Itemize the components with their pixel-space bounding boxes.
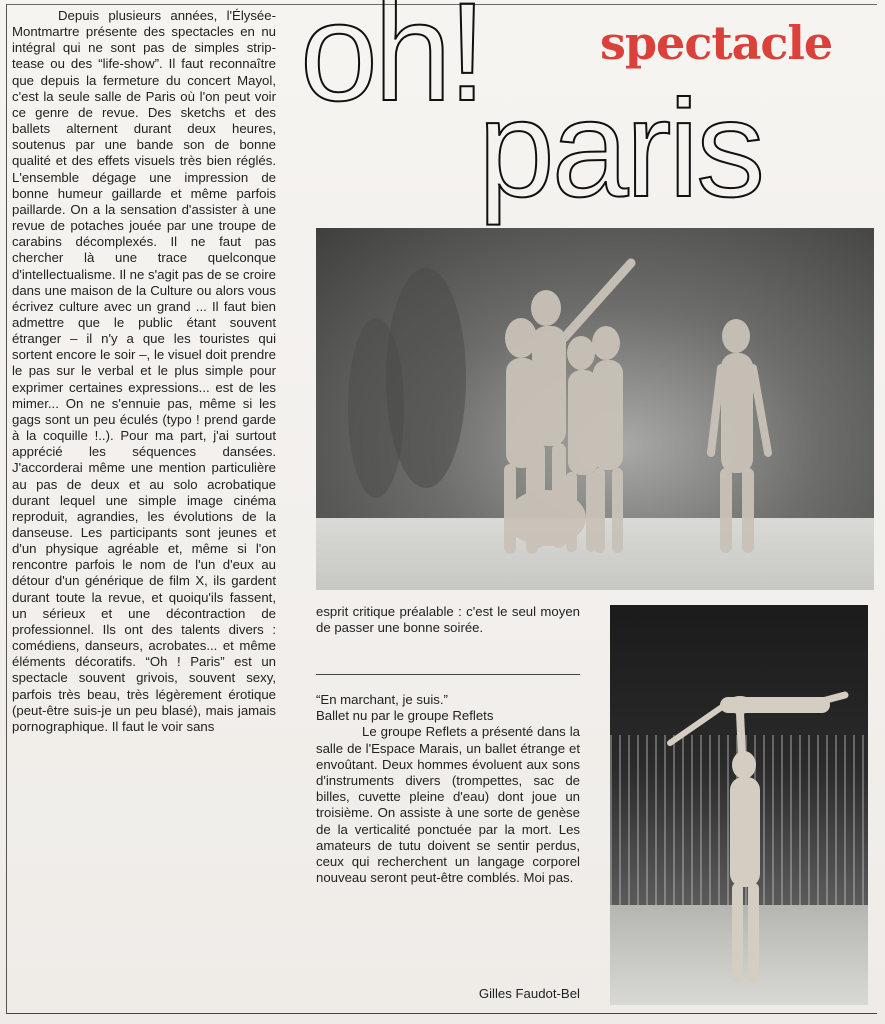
frame-left-rule [6, 4, 7, 1014]
author-byline: Gilles Faudot-Bel [478, 986, 580, 1001]
left-column [12, 8, 276, 735]
dancers-group-photo [316, 228, 874, 590]
ballet-body: Le groupe Reflets a présenté dans la salle de l'Espace Marais, un ballet étrange et envoûtant. Deux hommes évoluent aux sons d'instruments divers (trompettes, sac de billes, cuvette pleine d'eau) dont joue un troisième. On assiste à une sorte de genèse de la verticalité ponctuée par la mort. Les amateurs de tutu doivent se sentir perdus, ceux qui recherchent un langage corporel nouveau seront peut-être comblés. Moi pas. [316, 724, 580, 886]
acrobatic-duo-photo [610, 605, 868, 1005]
continuation-text: esprit critique préalable : c'est le seul moyen de passer une bonne soirée. [316, 604, 580, 636]
dancers-figures-graphic [316, 228, 874, 590]
left-column-text: Depuis plusieurs années, l'Élysée-Montmartre présente des spectacles en nu intégral qui ne sont pas de simples strip-tease ou des “life-show”. Il faut reconnaître que depuis la fermeture du concert Mayol, c'est la seule salle de Paris où l'on peut voir ce genre de revue. Des sketchs et des ballets alternent durant deux heures, soutenus par une bande son de bonne qualité et des effets visuels très bien réglés. L'ensemble dégage une impression de bonne humeur gaillarde et même parfois paillarde. On a la sensation d'assister à une revue de potaches jouée par une troupe de carabins décomplexés. Il ne faut pas chercher là une trace quelconque d'intellectualisme. Il ne s'agit pas de se croire dans une maison de la Culture ou alors vous écrivez culture avec un grand ... Il faut bien admettre que le public étant souvent étranger – il n'y a que les touristes qui sortent encore le soir –, le visuel doit prendre le pas sur le verbal et le plus simple pour exprimer certaines expressions... est de les mimer... On ne s'ennuie pas, même si les gags sont un peu éculés (typo ! prend garde à la coquille !..). Pour ma part, j'ai surtout apprécié les séquences dansées. J'accorderai même une mention particulière au pas de deux et au solo acrobatique durant lequel une simple image cinéma reproduit, agrandies, les évolutions de la danseuse. Les participants sont jeunes et d'un physique agréable et, même si l'on rencontre parfois le nom de l'un d'eux au détour d'un générique de film X, ils gardent durant toute la revue, et quoiqu'ils fassent, un sérieux et une décontraction de professionnel. Ils ont des talents divers : comédiens, danseurs, acrobates... et même éléments décoratifs. “Oh ! Paris” est un spectacle souvent grivois, souvent sexy, parfois très beau, très légèrement érotique (peut-être suis-je un peu blasé), mais jamais pornographique. Il faut le voir sans [12, 8, 276, 734]
middle-column-continuation [316, 604, 580, 636]
middle-column-ballet [316, 692, 580, 886]
ballet-quote: “En marchant, je suis.” [316, 692, 448, 707]
frame-bottom-rule [6, 1013, 877, 1014]
section-tag: spectacle [600, 16, 833, 70]
acrobat-figures-graphic [610, 605, 868, 1005]
column-separator [316, 674, 580, 675]
headline-oh: oh! [300, 0, 483, 130]
ballet-title: Ballet nu par le groupe Reflets [316, 708, 494, 724]
headline-paris: paris [478, 72, 763, 226]
